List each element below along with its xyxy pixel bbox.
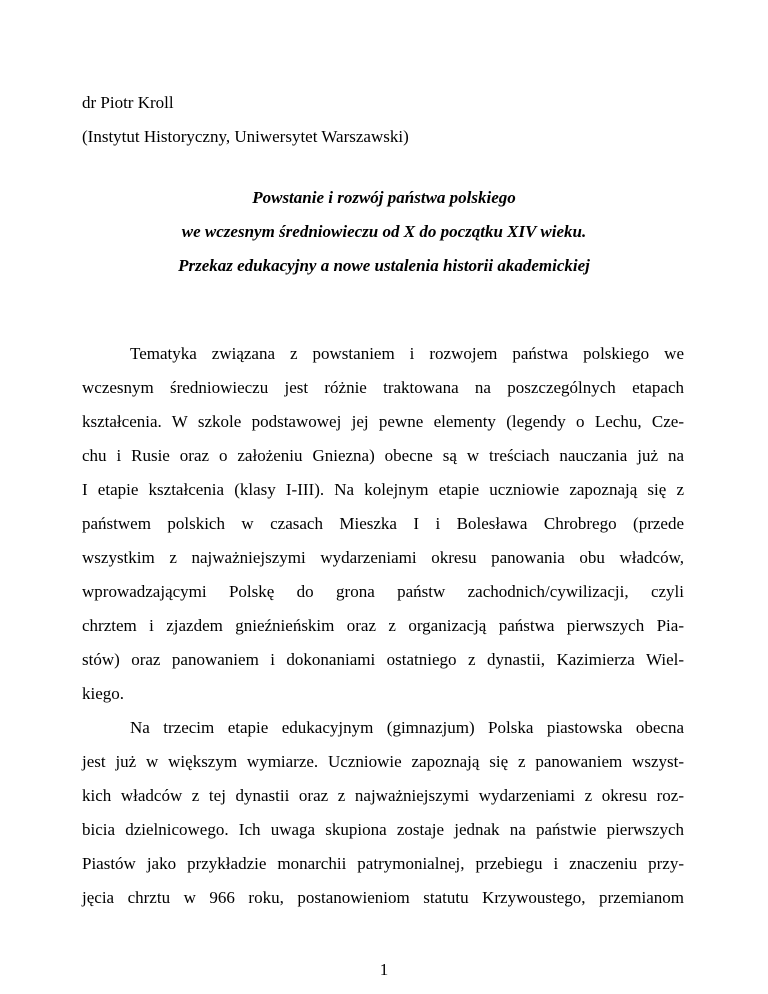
paragraph-line: wprowadzającymi Polskę do grona państw zachodnich/cywilizacji, czyli <box>82 582 684 601</box>
paragraph-line: I etapie kształcenia (klasy I-III). Na kolejnym etapie uczniowie zapoznają się z <box>82 480 684 499</box>
title-line-1: Powstanie i rozwój państwa polskiego <box>252 188 516 207</box>
paragraph-line: kich władców z tej dynastii oraz z najważniejszymi wydarzeniami z okresu roz- <box>82 786 684 805</box>
paragraph-line: jęcia chrztu w 966 roku, postanowieniom statutu Krzywoustego, przemianom <box>82 888 684 907</box>
paragraph-line: chrztem i zjazdem gnieźnieńskim oraz z organizacją państwa pierwszych Pia- <box>82 616 684 635</box>
paragraph-line: Piastów jako przykładzie monarchii patrymonialnej, przebiegu i znaczeniu przy- <box>82 854 684 873</box>
paragraph-line: kształcenia. W szkole podstawowej jej pewne elementy (legendy o Lechu, Cze- <box>82 412 684 431</box>
paragraph-line: wszystkim z najważniejszymi wydarzeniami okresu panowania obu władców, <box>82 548 684 567</box>
paragraph-line: stów) oraz panowaniem i dokonaniami ostatniego z dynastii, Kazimierza Wiel- <box>82 650 684 669</box>
page-number: 1 <box>379 960 389 979</box>
author-affiliation: (Instytut Historyczny, Uniwersytet Warszawski) <box>82 127 409 146</box>
paragraph-line: jest już w większym wymiarze. Uczniowie zapoznają się z panowaniem wszyst- <box>82 752 684 771</box>
paragraph-line: bicia dzielnicowego. Ich uwaga skupiona zostaje jednak na państwie pierwszych <box>82 820 684 839</box>
paragraph-line: państwem polskich w czasach Mieszka I i Bolesława Chrobrego (przede <box>82 514 684 533</box>
paragraph-line: Na trzecim etapie edukacyjnym (gimnazjum) Polska piastowska obecna <box>130 718 684 737</box>
paragraph-line: kiego. <box>82 684 125 703</box>
paragraph-line: Tematyka związana z powstaniem i rozwojem państwa polskiego we <box>130 344 684 363</box>
title-line-3: Przekaz edukacyjny a nowe ustalenia historii akademickiej <box>178 256 590 275</box>
paragraph-line: chu i Rusie oraz o założeniu Gniezna) obecne są w treściach nauczania już na <box>82 446 684 465</box>
author-name: dr Piotr Kroll <box>82 93 174 112</box>
title-line-2: we wczesnym średniowieczu od X do początku XIV wieku. <box>181 222 587 241</box>
paragraph-line: wczesnym średniowieczu jest różnie traktowana na poszczególnych etapach <box>82 378 684 397</box>
